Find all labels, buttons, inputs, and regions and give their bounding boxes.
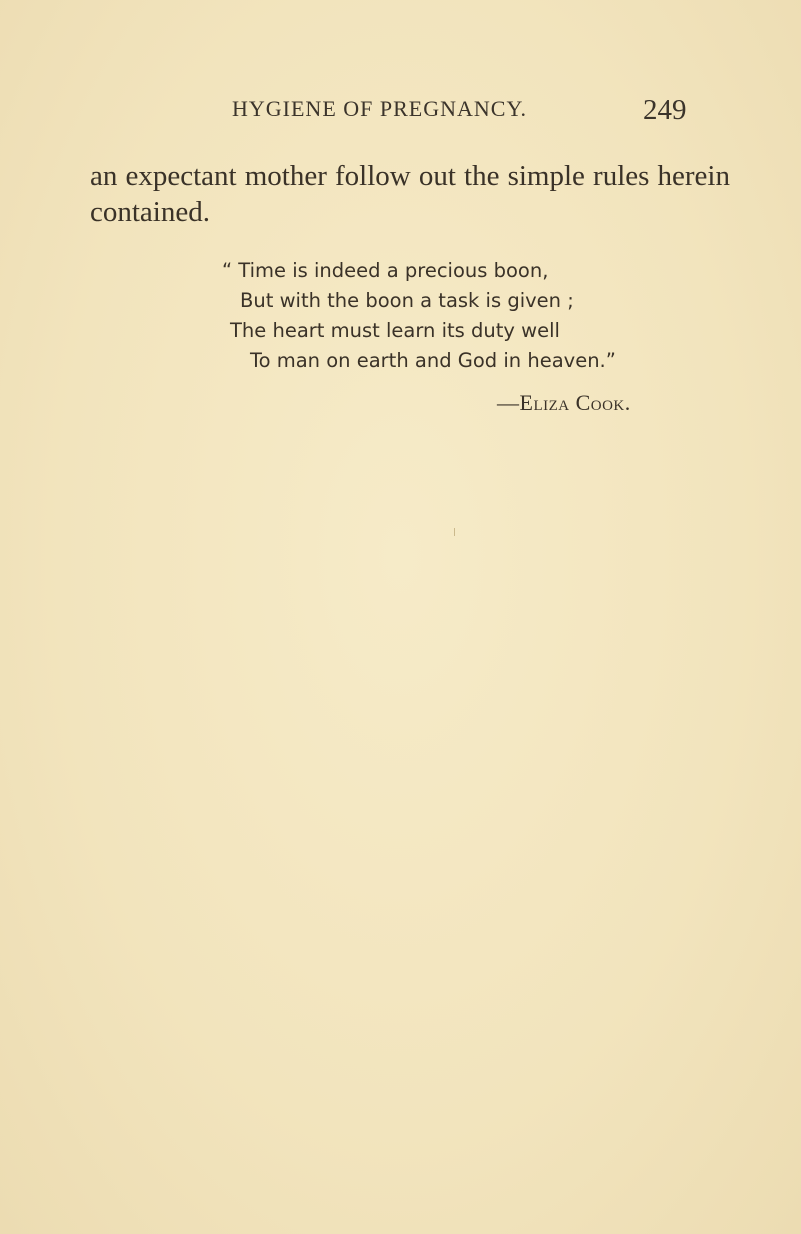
body-text [90,158,730,230]
poem-line: The heart must learn its duty well [230,319,560,342]
paper-speck [454,528,455,536]
poem-line: But with the boon a task is given ; [240,289,574,312]
page-number: 249 [643,94,687,126]
poem-line: “ Time is indeed a precious boon, [222,259,549,282]
poem-attribution: —Eliza Cook. [497,390,631,415]
poem-quotation [222,256,616,376]
paragraph: an expectant mother follow out the simple rules herein contained. [90,160,730,228]
running-head-title: HYGIENE OF PREGNANCY. [232,96,528,121]
poem-line: To man on earth and God in heaven.” [250,349,616,372]
